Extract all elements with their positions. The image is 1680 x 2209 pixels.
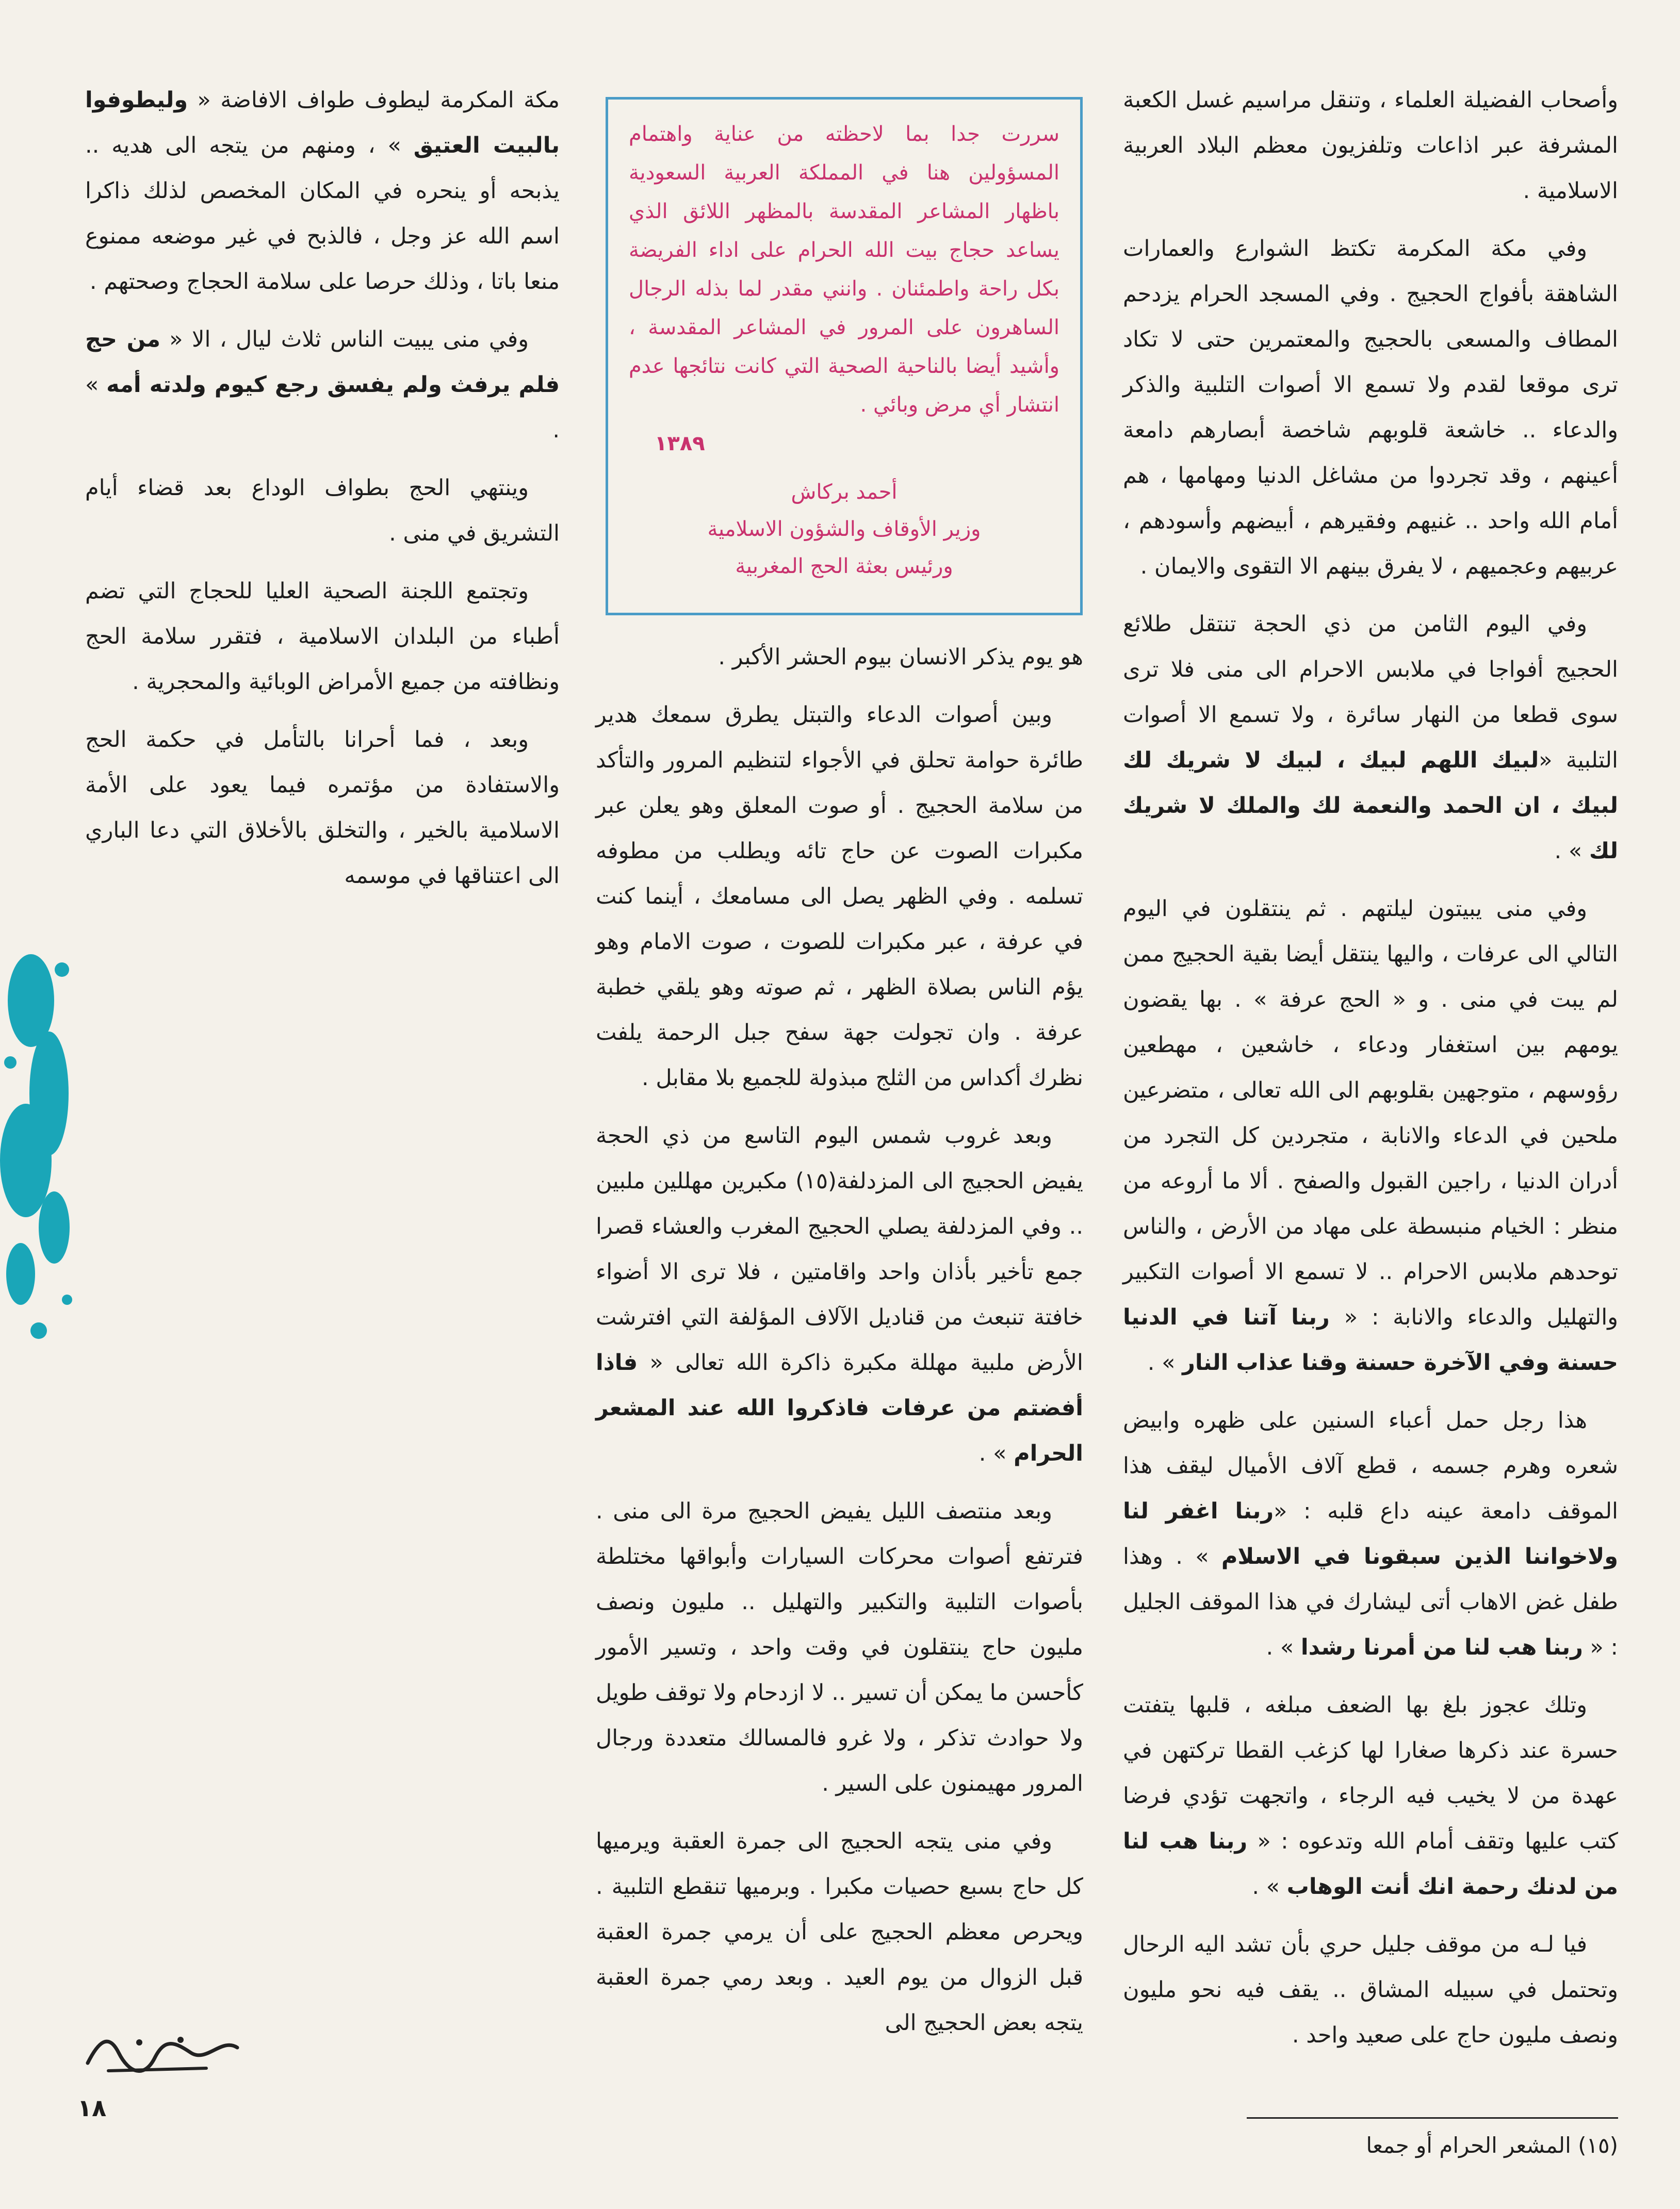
paragraph-text: وفي اليوم الثامن من ذي الحجة تنتقل طلائع الحجيج أفواجا في ملابس الاحرام الى منى فلا ترى سوى قطعا من النهار سائرة ، ولا تسمع الا أصوات التلبية « bbox=[1123, 611, 1618, 773]
signer-title: وزير الأوقاف والشؤون الاسلامية bbox=[707, 517, 981, 541]
paragraph-text: وفي منى يتجه الحجيج الى جمرة العقبة ويرميها كل حاج بسبع حصيات مكبرا . وبرميها تنقطع التلبية . ويحرص معظم الحجيج على أن يرمي جمرة العقبة قبل الزوال من يوم العيد . وبعد رمي جمرة العقبة يتجه بعض الحجيج الى bbox=[596, 1828, 1083, 2036]
paragraph bbox=[596, 1113, 1083, 1476]
paragraph-text: وبعد ، فما أحرانا بالتأمل في حكمة الحج والاستفادة من مؤتمره فيما يعود على الأمة الاسلامية بالخير ، والتخلق بالأخلاق التي دعا الباري الى اعتناقها في موسمه bbox=[85, 727, 560, 889]
paragraph bbox=[596, 1819, 1083, 2046]
quoted-verse: لبيك اللهم لبيك ، لبيك لا شريك لك لبيك ، ان الحمد والنعمة لك والملك لا شريك لك bbox=[1123, 747, 1618, 864]
paragraph bbox=[85, 717, 560, 898]
paragraph-text: وتجتمع اللجنة الصحية العليا للحجاج التي تضم أطباء من البلدان الاسلامية ، فتقرر سلامة الحج ونظافته من جميع الأمراض الوبائية والمحجرية . bbox=[85, 578, 560, 695]
paragraph-text: وأصحاب الفضيلة العلماء ، وتنقل مراسيم غسل الكعبة المشرفة عبر اذاعات وتلفزيون معظم البلاد العربية الاسلامية . bbox=[1123, 87, 1618, 204]
paragraph-text: وينتهي الحج بطواف الوداع بعد قضاء أيام التشريق في منى . bbox=[85, 475, 560, 546]
paragraph-text: » . bbox=[1252, 1874, 1287, 1900]
paragraph-text: وفي منى يبيت الناس ثلاث ليال ، الا « bbox=[160, 326, 529, 352]
quote-text: سررت جدا بما لاحظته من عناية واهتمام المسؤولين هنا في المملكة العربية السعودية باظهار المشاعر المقدسة بالمظهر اللائق الذي يساعد حجاج بيت الله الحرام على اداء الفريضة بكل راحة واطمئنان . وانني مقدر لما بذله الرجال الساهرون على المرور في المشاعر المقدسة ، وأشيد أيضا بالناحية الصحية التي كانت نتائجها عدم انتشار أي مرض وبائي . bbox=[629, 122, 1059, 417]
ink-stain bbox=[0, 939, 77, 1362]
quoted-verse: ربنا هب لنا من لدنك رحمة انك أنت الوهاب bbox=[1123, 1828, 1618, 1900]
paragraph bbox=[596, 692, 1083, 1101]
paragraph-text: » . bbox=[1266, 1634, 1301, 1660]
paragraph bbox=[1123, 1682, 1618, 1909]
paragraph-text: وبعد منتصف الليل يفيض الحجيج مرة الى منى . فترتفع أصوات محركات السيارات وأبواقها مختلطة بأصوات التلبية والتكبير والتهليل .. مليون ونصف مليون حاج ينتقلون في وقت واحد ، وتسير الأمور كأحسن ما يمكن أن تسير .. لا ازدحام ولا توقف طويل ولا حوادث تذكر ، ولا غرو فالمسالك متعددة ورجال المرور مهيمنون على السير . bbox=[596, 1498, 1083, 1796]
quote-signature bbox=[629, 473, 1059, 585]
paragraph-text: هذا رجل حمل أعباء السنين على ظهره وابيض شعره وهرم جسمه ، قطع آلاف الأميال ليقف هذا الموقف دامعة عينه داع قلبه : « bbox=[1123, 1408, 1618, 1524]
paragraph bbox=[1123, 886, 1618, 1385]
signer-name: أحمد بركاش bbox=[791, 480, 898, 504]
paragraph-text: » ، ومنهم من يتجه الى هديه .. يذبحه أو ينحره في المكان المخصص لذلك ذاكرا اسم الله عز وجل ، فالذبح في غير موضعه ممنوع منعا باتا ، وذلك حرصا على سلامة الحجاج وصحتهم . bbox=[85, 133, 560, 294]
paragraph bbox=[85, 465, 560, 556]
quoted-verse: ربنا اغفر لنا ولاخواننا الذين سبقونا في الاسلام bbox=[1123, 1498, 1618, 1569]
paragraph bbox=[85, 568, 560, 705]
paragraph-text: » . وهذا طفل غض الاهاب أتى ليشارك في هذا الموقف الجليل : « bbox=[1123, 1544, 1618, 1660]
paragraph-text: وفي مكة المكرمة تكتظ الشوارع والعمارات الشاهقة بأفواج الحجيج . وفي المسجد الحرام يزدحم المطاف والمسعى بالحجيج والمعتمرين حتى لا تكاد ترى موقعا لقدم ولا تسمع الا أصوات التلبية والذكر والدعاء .. خاشعة قلوبهم شاخصة أبصارهم دامعة أعينهم ، وقد تجردوا من مشاغل الدنيا ومهامها ، هم أمام الله واحد .. غنيهم وفقيرهم ، أبيضهم وأسودهم ، عربيهم وعجميهم ، لا يفرق بينهم الا التقوى والايمان . bbox=[1123, 236, 1618, 579]
paragraph bbox=[596, 634, 1083, 680]
quoted-verse: ربنا آتنا في الدنيا حسنة وفي الآخرة حسنة وقنا عذاب النار bbox=[1123, 1304, 1618, 1376]
paragraph-text: » . bbox=[1554, 838, 1589, 864]
paragraph-text: وتلك عجوز بلغ بها الضعف مبلغه ، قلبها يتفتت حسرة عند ذكرها صغارا لها كزغب القطا تركتهن في عهدة من لا يخيب فيه الرجاء ، واتجهت تؤدي فرضا كتب عليها وتقف أمام الله وتدعوه : « bbox=[1123, 1692, 1618, 1854]
footnote: (١٥) المشعر الحرام أو جمعا bbox=[1366, 2133, 1618, 2158]
quoted-verse: وليطوفوا بالبيت العتيق bbox=[85, 87, 560, 158]
paragraph bbox=[85, 317, 560, 453]
paragraph-text: وبعد غروب شمس اليوم التاسع من ذي الحجة يفيض الحجيج الى المزدلفة(١٥) مكبرين مهللين ملبين .. وفي المزدلفة يصلي الحجيج المغرب والعشاء قصرا جمع تأخير بأذان واحد واقامتين ، فلا ترى الا أضواء خافتة تنبعث من قناديل الآلاف المؤلفة التي افترشت الأرض ملبية مهللة مكبرة ذاكرة الله تعالى « bbox=[596, 1123, 1083, 1376]
quoted-verse: من حج فلم يرفث ولم يفسق رجع كيوم ولدته أمه bbox=[85, 326, 560, 398]
paragraph-text: مكة المكرمة ليطوف طواف الافاضة « bbox=[188, 87, 560, 113]
editor-signature bbox=[77, 2027, 248, 2084]
paragraph-text: » . bbox=[1147, 1350, 1183, 1376]
paragraph-text: » . bbox=[978, 1441, 1014, 1466]
paragraph bbox=[1123, 1398, 1618, 1670]
quote-year: ١٣٨٩ bbox=[655, 432, 705, 455]
paragraph-text: وبين أصوات الدعاء والتبتل يطرق سمعك هدير طائرة حوامة تحلق في الأجواء لتنظيم المرور والتأكد من سلامة الحجيج . أو صوت المعلق وهو يعلن عبر مكبرات الصوت عن حاج تائه ويطلب من مطوفه تسلمه . وفي الظهر يصل الى مسامعك ، أينما كنت في عرفة ، عبر مكبرات للصوت ، صوت الامام وهو يؤم الناس بصلاة الظهر ، ثم صوته وهو يلقي خطبة عرفة . وان تجولت جهة سفح جبل الرحمة يلفت نظرك أكداس من الثلج مبذولة للجميع بلا مقابل . bbox=[596, 702, 1083, 1091]
paragraph bbox=[1123, 1922, 1618, 2058]
page-number: ١٨ bbox=[77, 2094, 107, 2122]
paragraph bbox=[596, 1488, 1083, 1806]
paragraph-text: » . bbox=[85, 372, 560, 443]
quoted-verse: ربنا هب لنا من أمرنا رشدا bbox=[1300, 1634, 1583, 1660]
footnote-divider bbox=[1247, 2117, 1618, 2119]
quote-box bbox=[606, 97, 1083, 615]
paragraph bbox=[1123, 226, 1618, 589]
paragraph-text: فيا لـه من موقف جليل حري بأن تشد اليه الرحال وتحتمل في سبيله المشاق .. يقف فيه نحو مليون ونصف مليون حاج على صعيد واحد . bbox=[1123, 1932, 1618, 2048]
signer-title-2: ورئيس بعثة الحج المغربية bbox=[735, 554, 953, 578]
paragraph-text: هو يوم يذكر الانسان بيوم الحشر الأكبر . bbox=[718, 644, 1083, 670]
quoted-verse: فاذا أفضتم من عرفات فاذكروا الله عند المشعر الحرام bbox=[596, 1350, 1083, 1466]
column-right bbox=[1123, 77, 1618, 2070]
column-middle bbox=[596, 634, 1083, 2058]
column-left bbox=[85, 77, 560, 911]
paragraph bbox=[1123, 601, 1618, 874]
paragraph bbox=[1123, 77, 1618, 214]
paragraph-text: وفي منى يبيتون ليلتهم . ثم ينتقلون في اليوم التالي الى عرفات ، واليها ينتقل أيضا بقية الحجيج ممن لم يبت في منى . و « الحج عرفة » . بها يقضون يومهم بين استغفار ودعاء ، خاشعين ، مهطعين رؤوسهم ، متوجهين بقلوبهم الى الله تعالى ، متضرعين ملحين في الدعاء والانابة ، متجردين كل التجرد من أدران الدنيا ، راجين القبول والصفح . ألا ما أروعه من منظر : الخيام منبسطة على مهاد من الأرض ، والناس توحدهم ملابس الاحرام .. لا تسمع الا أصوات التكبير والتهليل والدعاء والانابة : « bbox=[1123, 896, 1618, 1330]
paragraph bbox=[85, 77, 560, 304]
